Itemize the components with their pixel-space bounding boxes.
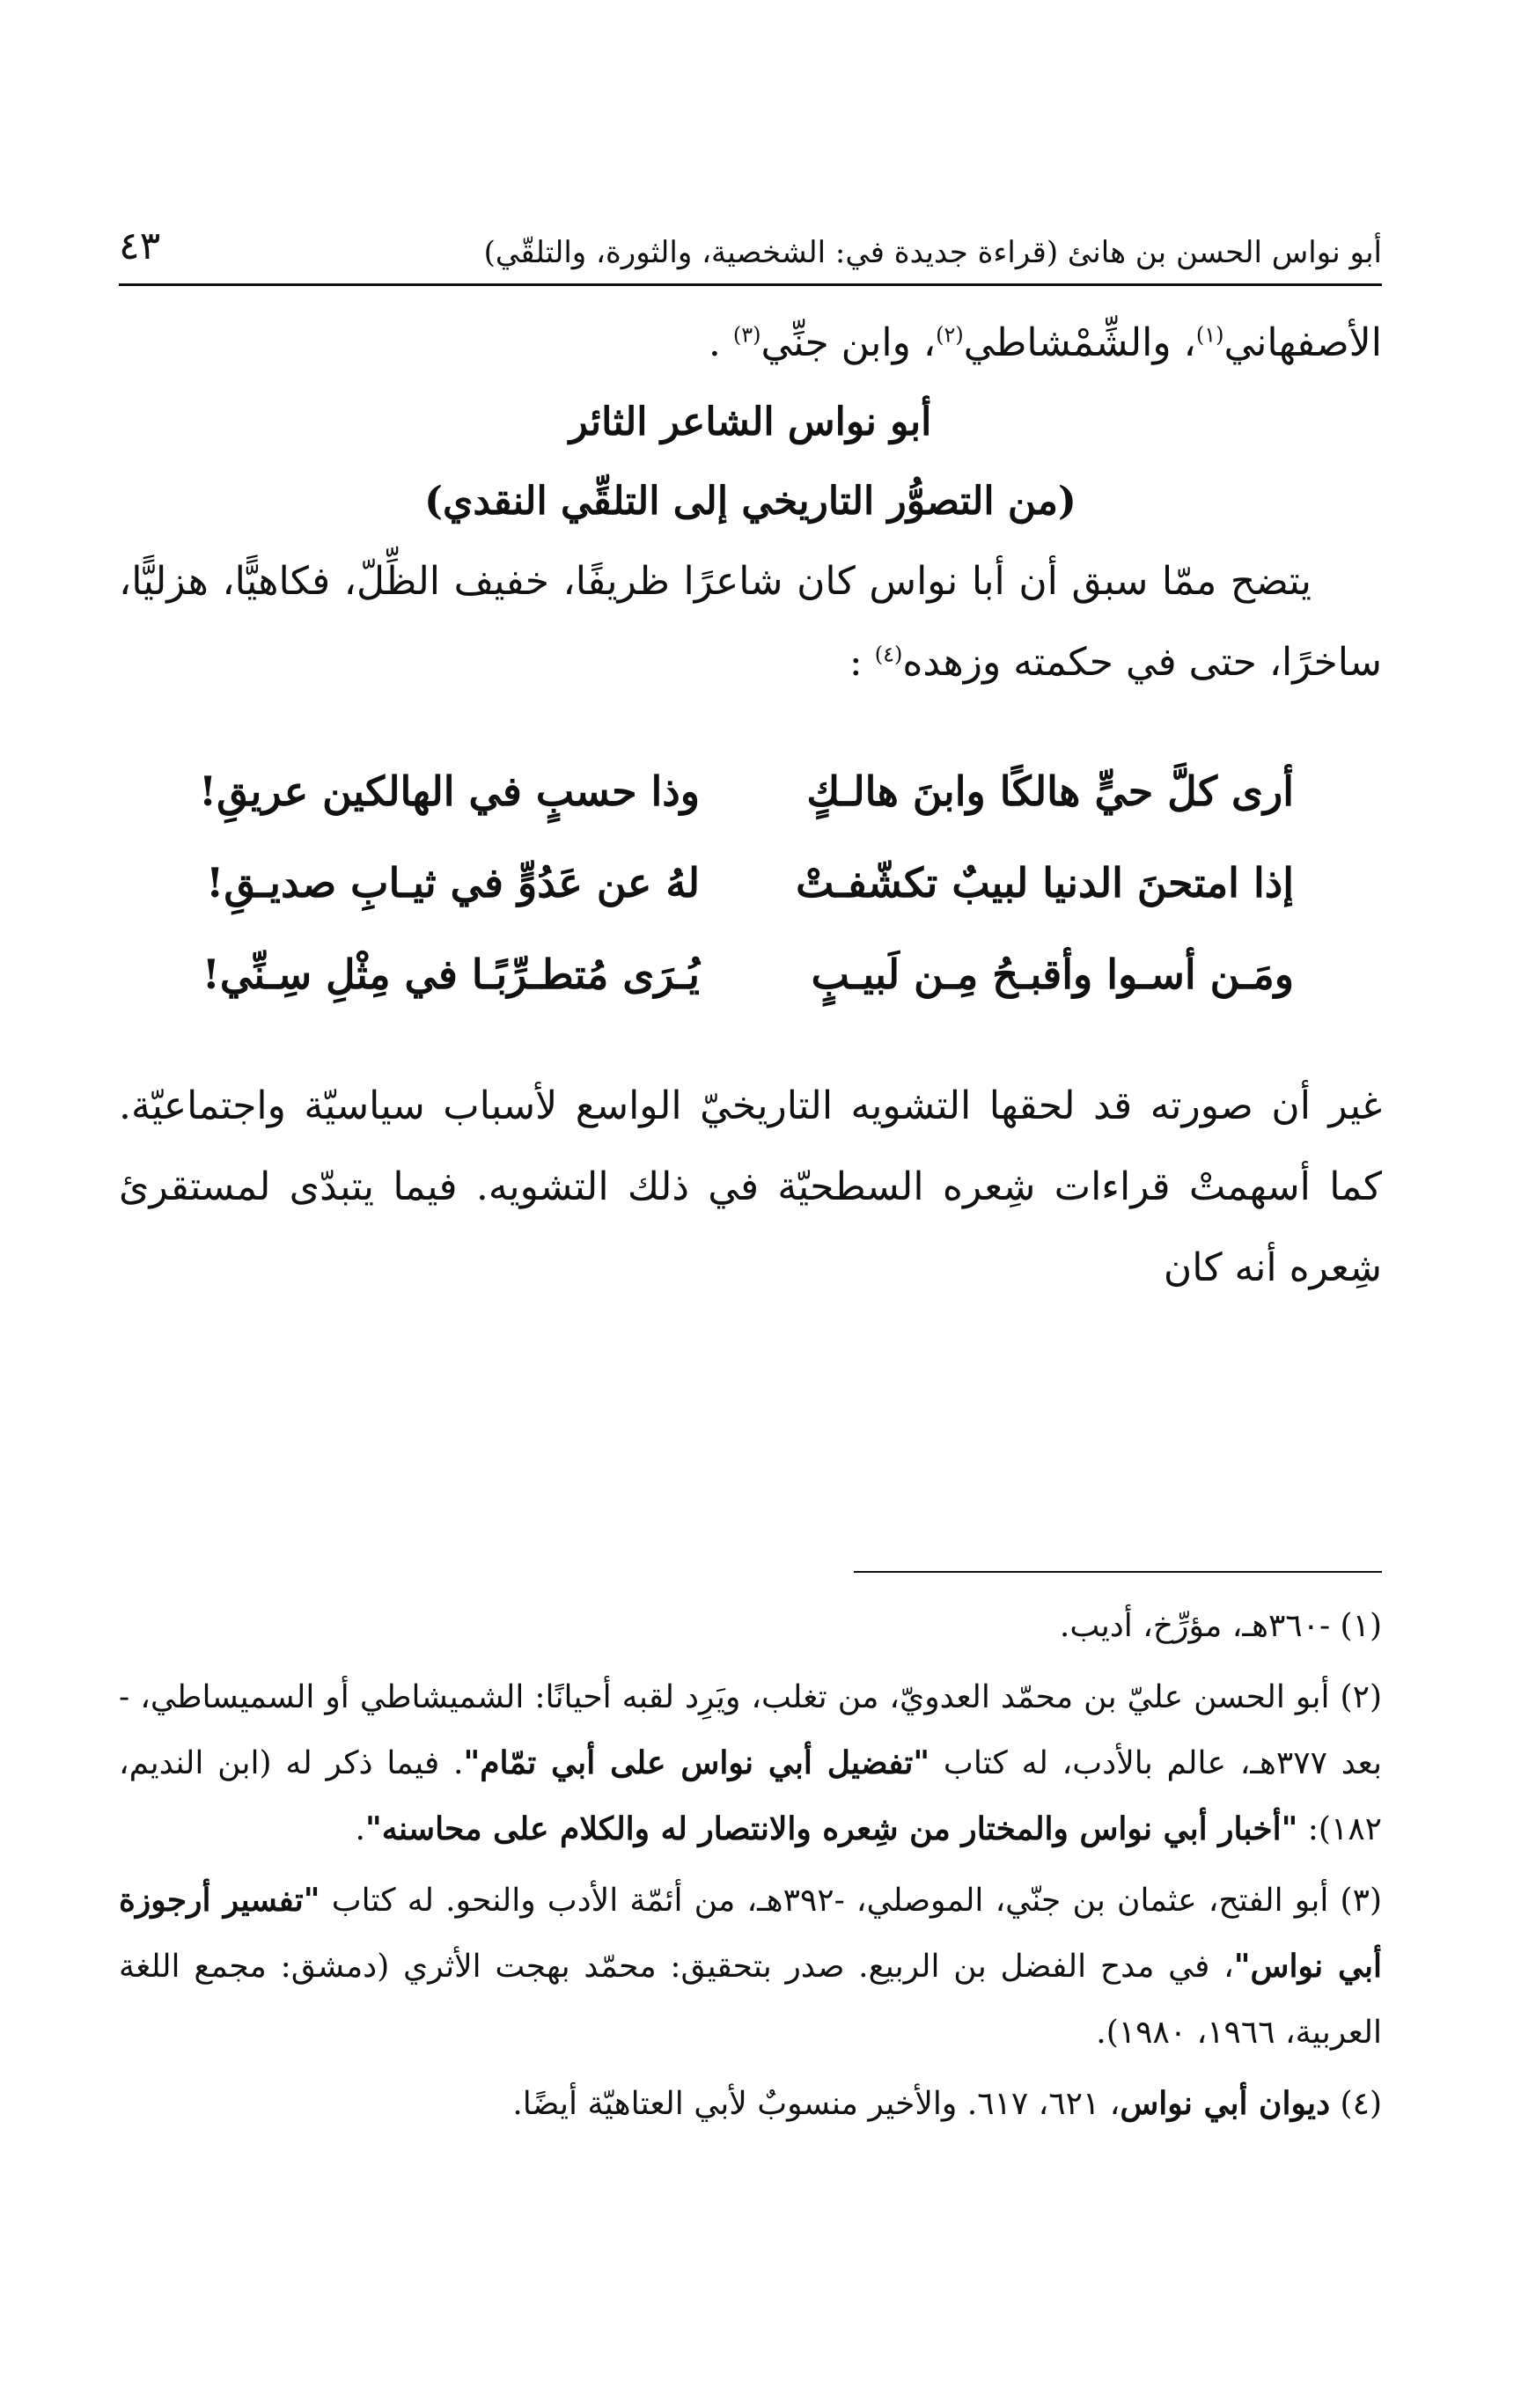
paragraph-1-text: يتضح ممّا سبق أن أبا نواس كان شاعرًا ظريفًا، خفيف الظِّلّ، فكاهيًّا، هزليًّا، ساخرًا، حتى في حكمته وزهده	[119, 559, 1382, 685]
poem	[119, 745, 1382, 1020]
footnote-ref-1: (١)	[1195, 322, 1224, 348]
footnote-4-book-title: ديوان أبي نواس	[1120, 2085, 1331, 2122]
footnote-2-pre: (٢) أبو الحسن عليّ بن محمّد العدويّ، من تغلب، ويَرِد لقبه أحيانًا: الشميشاطي أو السميساطي، - بعد ٣٧٧هـ، عالم بالأدب، له كتاب	[119, 1679, 1382, 1781]
running-header-title: أبو نواس الحسن بن هانئ (قراءة جديدة في: الشخصية، والثورة، والتلقّي)	[483, 235, 1382, 270]
footnote-2-post: .	[355, 1811, 365, 1847]
footnote-2	[119, 1664, 1382, 1862]
continuation-part4: .	[708, 320, 733, 365]
footnote-4-post: ، ٦٢١، ٦١٧. والأخير منسوبٌ لأبي العتاهيّة أيضًا.	[512, 2086, 1121, 2122]
page-number: ٤٣	[119, 224, 161, 268]
paragraph-2: غير أن صورته قد لحقها التشويه التاريخيّ الواسع لأسباب سياسيّة واجتماعيّة. كما أسهمتْ قراءات شِعره السطحيّة في ذلك التشويه. فيما يتبدّى لمستقرئ شِعره أنه كان	[119, 1083, 1382, 1290]
running-header	[119, 216, 1382, 286]
header-rule	[119, 283, 1382, 286]
footnotes	[119, 1593, 1382, 2142]
main-text	[119, 304, 1382, 1309]
verse-first-hemistich: أرى كلَّ حيٍّ هالكًا وابنَ هالـكٍ	[806, 767, 1294, 815]
footnote-2-book-title-2: "أخبار أبي نواس والمختار من شِعره والانتصار له والكلام على محاسنه"	[365, 1810, 1298, 1847]
footnote-3-pre: (٣) أبو الفتح، عثمان بن جنّي، الموصلي، -٣٩٢هـ، من أئمّة الأدب والنحو. له كتاب	[320, 1883, 1382, 1919]
verse-first-hemistich: ومَـن أسـوا وأقبـحُ مِـن لَبيـبٍ	[811, 951, 1294, 998]
verse-second-hemistich: لهُ عن عَدُوٍّ في ثيـابِ صديـقِ!	[206, 859, 700, 907]
footnote-ref-3: (٣)	[732, 322, 761, 348]
footnote-4-pre: (٤)	[1330, 2086, 1382, 2122]
verse-first-hemistich: إذا امتحنَ الدنيا لبيبٌ تكشّفـتْ	[796, 859, 1294, 907]
footnote-1	[119, 1593, 1382, 1659]
section-subheading: (من التصوُّر التاريخي إلى التلقِّي النقدي)	[424, 479, 1076, 524]
continuation-line	[119, 304, 1382, 383]
verse-second-hemistich: يُـرَى مُتطـرِّبًـا في مِثْلِ سِـنِّي!	[202, 951, 700, 998]
footnote-2-mid: . فيما ذكر له (ابن النديم، ١٨٢):	[119, 1745, 1382, 1847]
footnote-3-post: ، في مدح الفضل بن الربيع. صدر بتحقيق: محمّد بهجت الأثري (دمشق: مجمع اللغة العربية، ١٩٦٦، ١٩٨٠).	[119, 1949, 1382, 2051]
paragraph-1	[119, 541, 1382, 703]
section-heading: أبو نواس الشاعر الثائر	[569, 400, 932, 444]
verse-second-hemistich: وذا حسبٍ في الهالكين عريقِ!	[198, 767, 700, 815]
footnote-3	[119, 1868, 1382, 2066]
footnote-ref-4: (٤)	[874, 642, 903, 667]
continuation-part3: ، وابن جنِّي	[760, 320, 937, 365]
continuation-part1: الأصفهاني	[1223, 320, 1382, 365]
poem-verse	[119, 837, 1382, 929]
poem-verse	[119, 745, 1382, 837]
footnote-1-text: (١) -٣٦٠هـ، مؤرِّخ، أديب.	[1059, 1608, 1382, 1644]
poem-verse	[119, 929, 1382, 1020]
paragraph-1-tail: :	[849, 640, 875, 685]
footnote-separator	[854, 1571, 1382, 1573]
footnote-2-book-title: "تفضيل أبي نواس على أبي تمّام"	[463, 1744, 930, 1781]
footnote-4	[119, 2071, 1382, 2137]
continuation-part2: ، والشِّمْشاطي	[963, 320, 1196, 365]
footnote-3-book-title: "تفسير أرجوزة أبي نواس"	[119, 1882, 1382, 1985]
footnote-ref-2: (٢)	[936, 322, 964, 348]
